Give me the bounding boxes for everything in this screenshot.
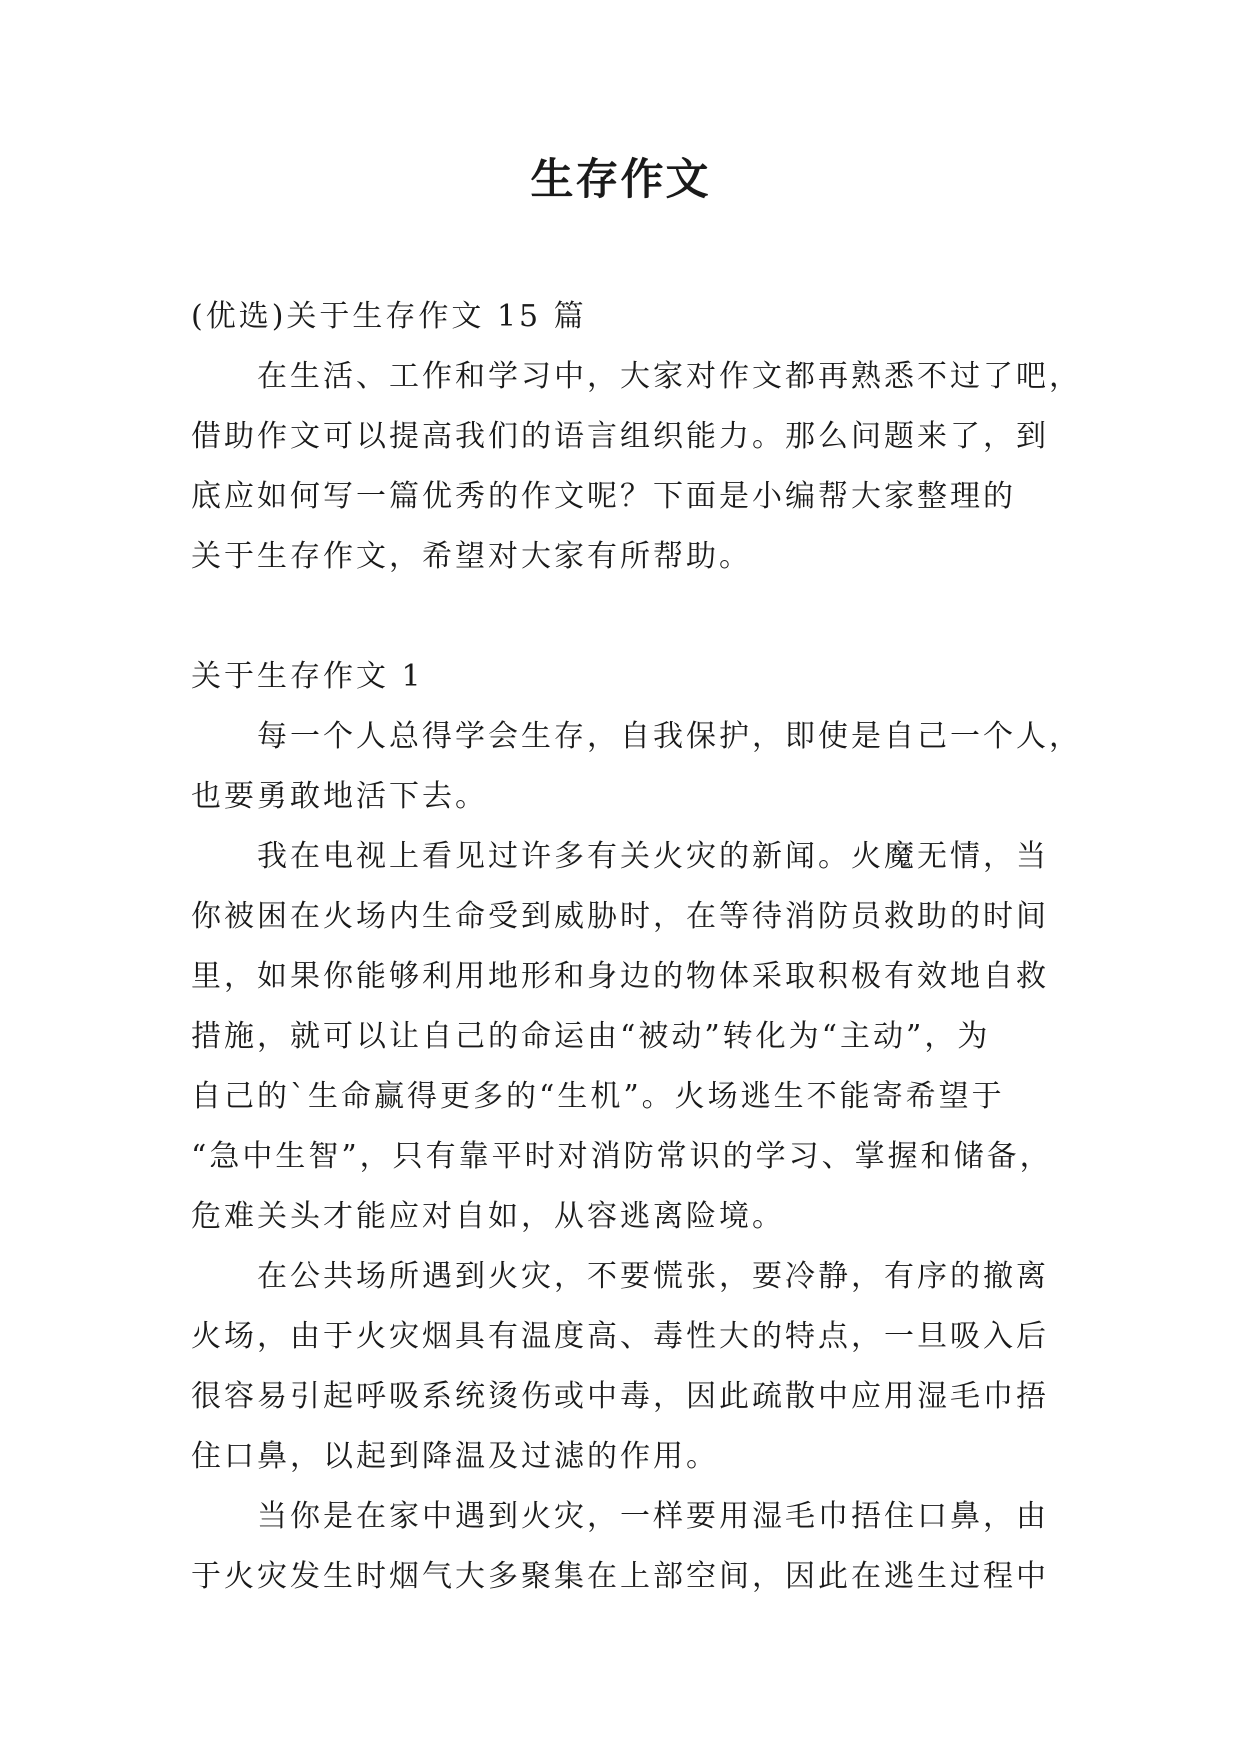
body-paragraph xyxy=(191,707,1082,827)
intro-paragraph xyxy=(191,347,1082,587)
intro-line: 在生活、工作和学习中，大家对作文都再熟悉不过了吧， xyxy=(257,359,1082,394)
paragraph-line: 里，如果你能够利用地形和身边的物体采取积极有效地自救 xyxy=(191,959,1049,994)
intro-line: 底应如何写一篇优秀的作文呢？下面是小编帮大家整理的 xyxy=(191,479,1016,514)
section-heading: 关于生存作文 1 xyxy=(191,659,424,694)
page-title: 生存作文 xyxy=(530,155,711,205)
intro-line: 关于生存作文，希望对大家有所帮助。 xyxy=(191,539,752,574)
document-subtitle: (优选)关于生存作文 15 篇 xyxy=(191,299,587,334)
paragraph-line: 危难关头才能应对自如，从容逃离险境。 xyxy=(191,1199,785,1234)
intro-line: 借助作文可以提高我们的语言组织能力。那么问题来了，到 xyxy=(191,419,1049,454)
paragraph-line: 你被困在火场内生命受到威胁时，在等待消防员救助的时间 xyxy=(191,899,1049,934)
paragraph-line: 于火灾发生时烟气大多聚集在上部空间，因此在逃生过程中 xyxy=(191,1559,1049,1594)
paragraph-line: 我在电视上看见过许多有关火灾的新闻。火魔无情，当 xyxy=(257,839,1049,874)
paragraph-line: 当你是在家中遇到火灾，一样要用湿毛巾捂住口鼻，由 xyxy=(257,1499,1049,1534)
paragraph-line: “急中生智”，只有靠平时对消防常识的学习、掌握和储备， xyxy=(191,1139,1053,1174)
document-body xyxy=(191,287,1082,1607)
paragraph-line: 很容易引起呼吸系统烫伤或中毒，因此疏散中应用湿毛巾捂 xyxy=(191,1379,1049,1414)
paragraph-line: 每一个人总得学会生存，自我保护，即使是自己一个人， xyxy=(257,719,1082,754)
paragraph-line: 自己的`生命赢得更多的“生机”。火场逃生不能寄希望于 xyxy=(191,1079,1005,1114)
paragraph-gap xyxy=(191,587,1051,647)
paragraph-line: 也要勇敢地活下去。 xyxy=(191,779,488,814)
body-paragraph xyxy=(191,1487,1051,1607)
body-paragraph xyxy=(191,827,1051,1247)
paragraph-line: 火场，由于火灾烟具有温度高、毒性大的特点，一旦吸入后 xyxy=(191,1319,1049,1354)
paragraph-line: 住口鼻，以起到降温及过滤的作用。 xyxy=(191,1439,719,1474)
paragraph-line: 措施，就可以让自己的命运由“被动”转化为“主动”，为 xyxy=(191,1019,991,1054)
body-paragraph xyxy=(191,1247,1051,1487)
paragraph-line: 在公共场所遇到火灾，不要慌张，要冷静，有序的撤离 xyxy=(257,1259,1049,1294)
